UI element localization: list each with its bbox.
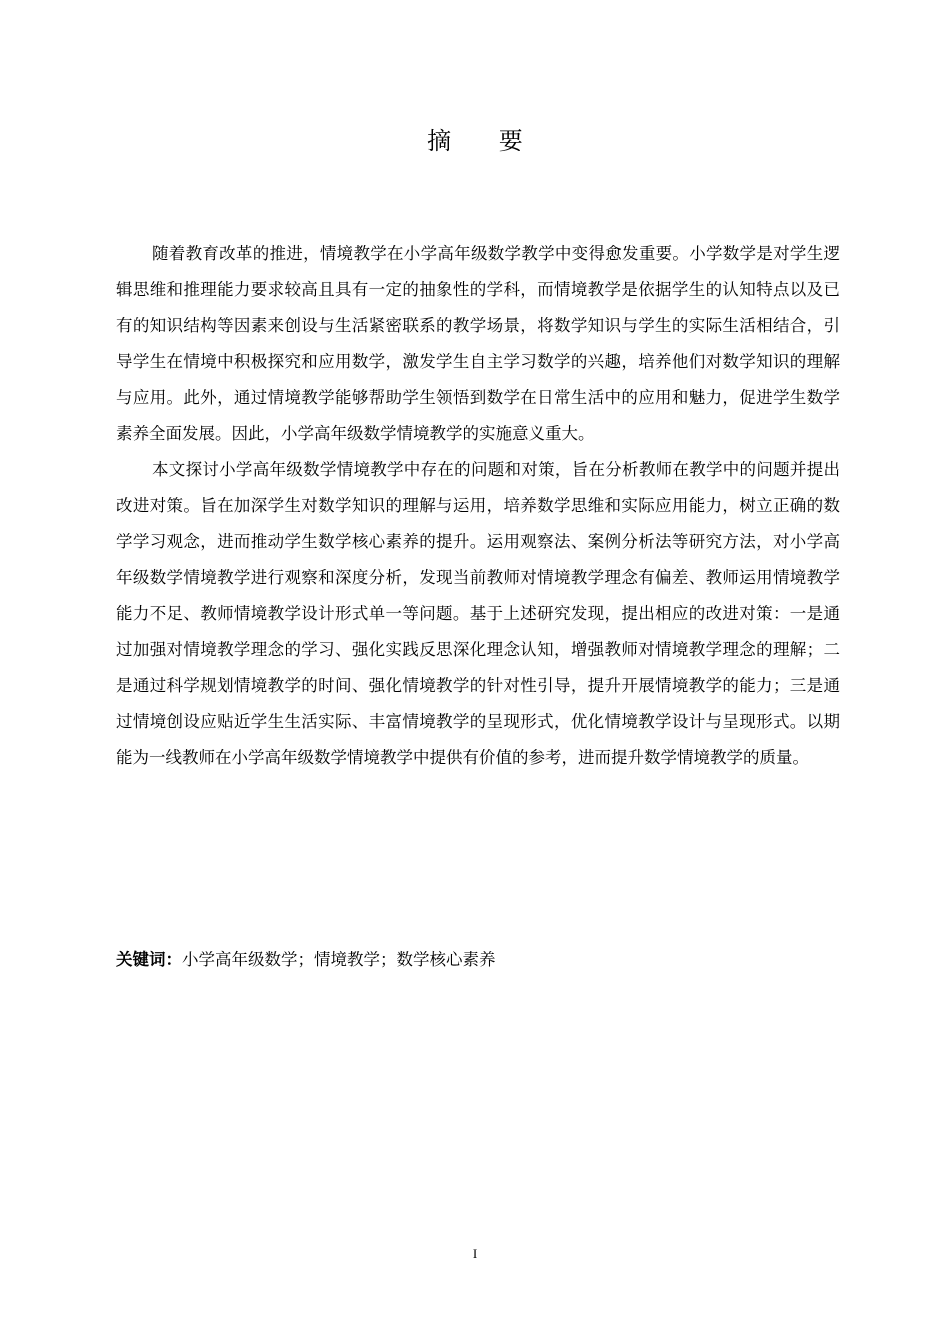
keywords-line bbox=[116, 944, 840, 976]
page-number: I bbox=[472, 1246, 478, 1261]
abstract-title: 摘 要 bbox=[427, 127, 543, 155]
abstract-paragraph-2: 本文探讨小学高年级数学情境教学中存在的问题和对策，旨在分析教师在教学中的问题并提出改进对策。旨在加深学生对数学知识的理解与运用，培养数学思维和实际应用能力，树立正确的数学学习观念，进而推动学生数学核心素养的提升。运用观察法、案例分析法等研究方法，对小学高年级数学情境教学进行观察和深度分析，发现当前教师对情境教学理念有偏差、教师运用情境教学能力不足、教师情境教学设计形式单一等问题。基于上述研究发现，提出相应的改进对策：一是通过加强对情境教学理念的学习、强化实践反思深化理念认知，增强教师对情境教学理念的理解；二是通过科学规划情境教学的时间、强化情境教学的针对性引导，提升开展情境教学的能力；三是通过情境创设应贴近学生生活实际、丰富情境教学的呈现形式，优化情境教学设计与呈现形式。以期能为一线教师在小学高年级数学情境教学中提供有价值的参考，进而提升数学情境教学的质量。 bbox=[116, 460, 840, 767]
abstract-paragraph-1: 随着教育改革的推进，情境教学在小学高年级数学教学中变得愈发重要。小学数学是对学生逻辑思维和推理能力要求较高且具有一定的抽象性的学科，而情境教学是依据学生的认知特点以及已有的知识结构等因素来创设与生活紧密联系的教学场景，将数学知识与学生的实际生活相结合，引导学生在情境中积极探究和应用数学，激发学生自主学习数学的兴趣，培养他们对数学知识的理解与应用。此外，通过情境教学能够帮助学生领悟到数学在日常生活中的应用和魅力，促进学生数学素养全面发展。因此，小学高年级数学情境教学的实施意义重大。 bbox=[116, 244, 840, 443]
keywords-label: 关键词： bbox=[116, 950, 182, 969]
abstract-body bbox=[116, 236, 840, 776]
keywords-value: 小学高年级数学；情境教学；数学核心素养 bbox=[182, 950, 496, 969]
